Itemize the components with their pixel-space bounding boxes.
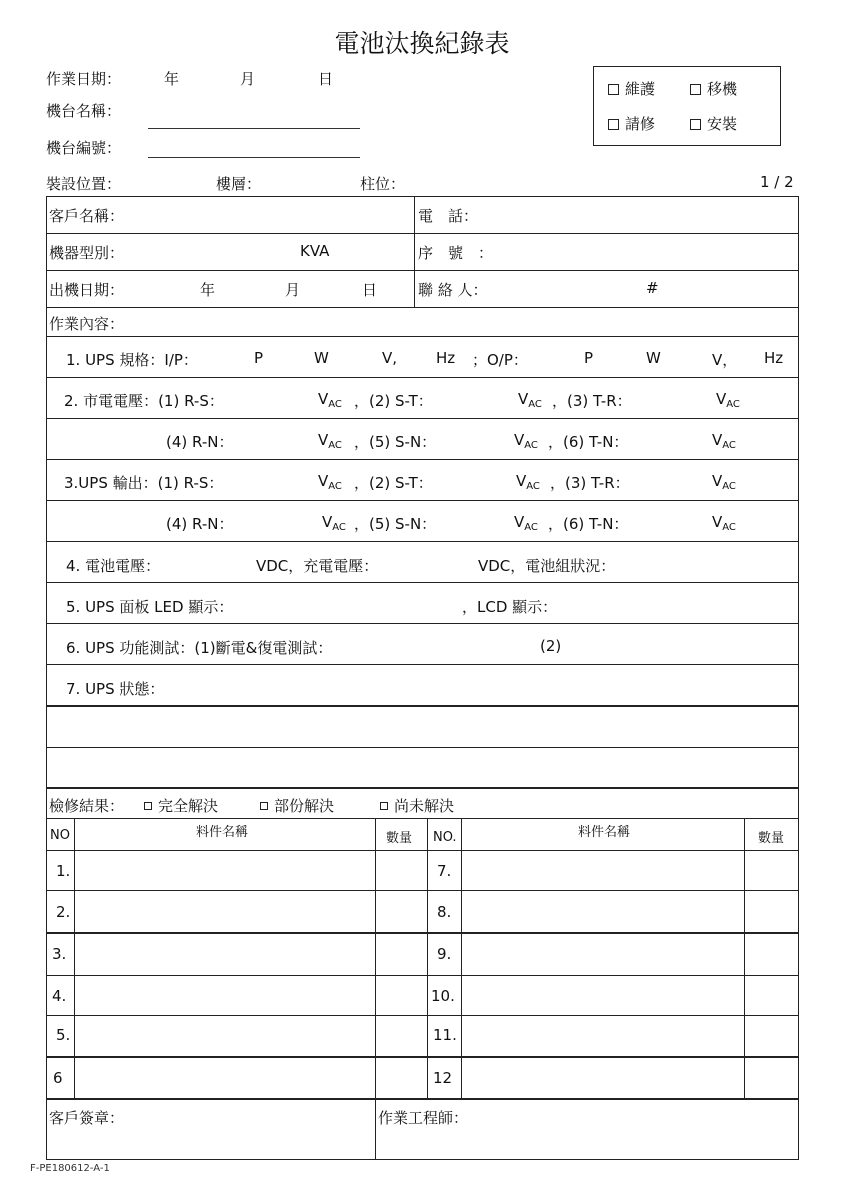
parts-row-number: 11. <box>433 1026 457 1044</box>
customer-name-label: 客戶名稱： <box>49 207 125 225</box>
service-option-install[interactable]: 安裝 <box>690 113 737 134</box>
parts-row-number: 6 <box>53 1069 63 1087</box>
unit-vac: $V_{AC}$ <box>716 390 740 410</box>
engineer-label: 作業工程師： <box>378 1109 469 1127</box>
checkbox-icon[interactable] <box>380 802 388 810</box>
op-v-unit: V， <box>712 351 738 369</box>
parts-name-header: 料件名稱 <box>196 825 249 840</box>
install-location-label: 裝設位置： <box>46 175 122 193</box>
checkbox-icon[interactable] <box>144 802 152 810</box>
machine-no-line[interactable] <box>148 157 360 158</box>
lcd-display-label: ，LCD 顯示： <box>462 598 558 616</box>
led-display-label: 5. UPS 面板 LED 顯示： <box>66 598 234 616</box>
work-date-year: 年 <box>164 70 180 88</box>
unit-vac: $V_{AC}$ <box>318 431 342 451</box>
pillar-label: 柱位： <box>360 175 406 193</box>
parts-qty-header: 數量 <box>386 831 413 846</box>
parts-row-number: 12 <box>433 1069 453 1087</box>
ship-date-label: 出機日期： <box>49 281 125 299</box>
form-title: 電池汰換紀錄表 <box>334 29 510 58</box>
mains-sn-label: ，(5) S-N： <box>354 433 437 451</box>
battery-status-label: VDC，電池組狀況： <box>478 557 616 575</box>
parts-row-number: 9. <box>437 945 452 963</box>
kva-unit: KVA <box>300 242 330 260</box>
ups-output-label: 3.UPS 輸出：(1) R-S： <box>64 474 224 492</box>
mains-tn-label: ，(6) T-N： <box>548 433 629 451</box>
checkbox-icon[interactable] <box>608 119 619 130</box>
machine-name-label: 機台名稱： <box>46 102 122 120</box>
work-content-label: 作業內容： <box>49 315 125 333</box>
work-date-label: 作業日期： <box>46 70 122 88</box>
result-option-partial[interactable]: 部份解決 <box>260 795 334 816</box>
ups-spec-label: 1. UPS 規格：I/P： <box>66 351 198 369</box>
unit-vac: $V_{AC}$ <box>514 431 538 451</box>
ip-w-unit: W <box>314 349 329 367</box>
unit-vac: $V_{AC}$ <box>318 390 342 410</box>
parts-row-number: 1. <box>56 862 71 880</box>
parts-row-number: 4. <box>52 987 67 1005</box>
ship-year: 年 <box>200 281 216 299</box>
ip-hz-unit: Hz <box>436 349 456 367</box>
serial-label: 序 號 ： <box>418 244 494 262</box>
mains-rn-label: (4) R-N： <box>166 433 234 451</box>
unit-vac: $V_{AC}$ <box>712 513 736 533</box>
parts-row-number: 8. <box>437 903 452 921</box>
mains-voltage-label: 2. 市電電壓：(1) R-S： <box>64 392 224 410</box>
output-sn-label: ，(5) S-N： <box>354 515 437 533</box>
checkbox-icon[interactable] <box>260 802 268 810</box>
service-option-move[interactable]: 移機 <box>690 78 737 99</box>
floor-label: 樓層： <box>216 175 262 193</box>
checkbox-icon[interactable] <box>608 84 619 95</box>
unit-vac: $V_{AC}$ <box>322 513 346 533</box>
checkbox-icon[interactable] <box>690 84 701 95</box>
ip-v-unit: V, <box>382 349 398 367</box>
function-test-2: (2) <box>540 637 562 655</box>
work-date-month: 月 <box>240 70 256 88</box>
result-option-unresolved[interactable]: 尚未解決 <box>380 795 454 816</box>
ip-p-unit: P <box>254 349 264 367</box>
charge-voltage-label: VDC，充電電壓： <box>256 557 379 575</box>
unit-vac: $V_{AC}$ <box>712 472 736 492</box>
parts-qty-header: 數量 <box>758 831 785 846</box>
unit-vac: $V_{AC}$ <box>514 513 538 533</box>
unit-vac: $V_{AC}$ <box>318 472 342 492</box>
op-hz-unit: Hz <box>764 349 784 367</box>
checkbox-icon[interactable] <box>690 119 701 130</box>
parts-row-number: 10. <box>431 987 455 1005</box>
parts-row-number: 3. <box>52 945 67 963</box>
phone-label: 電 話： <box>418 207 479 225</box>
parts-no-header: NO. <box>433 830 457 845</box>
page-number: 1 / 2 <box>760 173 794 191</box>
mains-tr-label: ，(3) T-R： <box>552 392 632 410</box>
machine-name-line[interactable] <box>148 128 360 129</box>
repair-result-label: 檢修結果： <box>49 797 125 815</box>
op-w-unit: W <box>646 349 661 367</box>
mains-st-label: ，(2) S-T： <box>354 392 433 410</box>
parts-no-header: NO <box>50 828 70 843</box>
service-option-maintain[interactable]: 維護 <box>608 78 655 99</box>
ship-month: 月 <box>285 281 301 299</box>
ups-status-label: 7. UPS 狀態： <box>66 680 165 698</box>
function-test-label: 6. UPS 功能測試：(1)斷電&復電測試： <box>66 639 333 657</box>
op-label: ；O/P： <box>472 351 528 369</box>
contact-label: 聯 絡 人： <box>418 281 488 299</box>
output-tn-label: ，(6) T-N： <box>548 515 629 533</box>
unit-vac: $V_{AC}$ <box>516 472 540 492</box>
unit-vac: $V_{AC}$ <box>712 431 736 451</box>
form-code: F-PE180612-A-1 <box>30 1163 110 1174</box>
unit-vac: $V_{AC}$ <box>518 390 542 410</box>
op-p-unit: P <box>584 349 594 367</box>
model-label: 機器型別： <box>49 244 125 262</box>
parts-row-number: 2. <box>56 903 71 921</box>
parts-row-number: 5. <box>56 1026 71 1044</box>
output-rn-label: (4) R-N： <box>166 515 234 533</box>
customer-signature-label: 客戶簽章： <box>49 1109 125 1127</box>
parts-name-header: 料件名稱 <box>578 825 631 840</box>
output-st-label: ，(2) S-T： <box>354 474 433 492</box>
service-option-repair[interactable]: 請修 <box>608 113 655 134</box>
parts-row-number: 7. <box>437 862 452 880</box>
output-tr-label: ，(3) T-R： <box>550 474 630 492</box>
result-option-resolved[interactable]: 完全解決 <box>144 795 218 816</box>
ship-day: 日 <box>362 281 378 299</box>
extension-hash: # <box>646 279 659 297</box>
battery-voltage-label: 4. 電池電壓： <box>66 557 161 575</box>
machine-no-label: 機台編號： <box>46 139 122 157</box>
work-date-day: 日 <box>318 70 334 88</box>
